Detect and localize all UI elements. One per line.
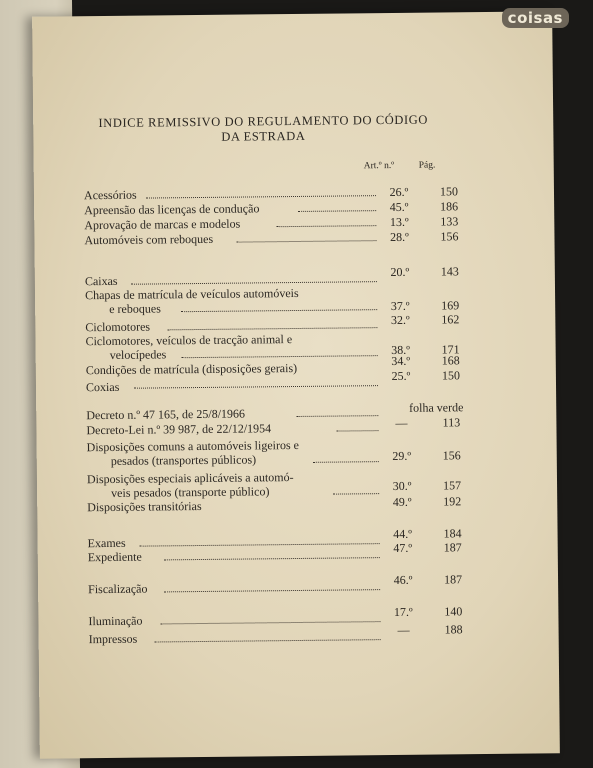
- entry-page: 168: [441, 353, 460, 368]
- entry-article: 26.º: [389, 184, 409, 200]
- entry-page: 192: [443, 494, 462, 509]
- watermark-logo: coisas: [502, 8, 569, 28]
- entry-article: 46.º: [393, 572, 413, 587]
- entry-article: 32.º: [390, 312, 410, 328]
- entry-label-line-2: pesados (transportes públicos): [110, 452, 257, 468]
- entry-page: 186: [440, 199, 459, 214]
- index-entry: [84, 229, 504, 247]
- entry-label: Condições de matrícula (disposições gerais): [85, 360, 298, 378]
- entry-label: Acessórios: [83, 187, 137, 203]
- title-line-2: DA ESTRADA: [221, 128, 306, 144]
- entry-label: Aprovação de marcas e modelos: [84, 216, 241, 233]
- entry-page: 187: [443, 540, 462, 555]
- entry-label-line-2: veis pesados (transporte público): [111, 484, 270, 500]
- entry-article: 47.º: [393, 540, 413, 555]
- entry-article: 34.º: [391, 353, 411, 368]
- page-title: [73, 112, 453, 146]
- entry-page: 156: [442, 448, 461, 463]
- entry-label: Impressos: [88, 631, 138, 647]
- entry-label-line-1: Ciclomotores, veículos de tracção animal e: [85, 332, 293, 349]
- entry-article: 49.º: [392, 494, 412, 509]
- entry-page: 133: [440, 214, 459, 229]
- entry-article: 28.º: [390, 229, 409, 245]
- entry-article: 29.º: [392, 448, 412, 463]
- entry-article: 17.º: [393, 604, 413, 619]
- entry-label: Decreto n.º 47 165, de 25/8/1966: [86, 406, 246, 423]
- index-entry: [88, 622, 509, 647]
- entry-folha-verde: folha verde: [409, 400, 464, 415]
- entry-article: 37.º: [390, 298, 410, 314]
- entry-page: 150: [439, 184, 459, 199]
- entry-label-line-1: Disposições especiais aplicáveis a automó-: [86, 470, 294, 487]
- index-entry: [88, 572, 508, 597]
- entry-page: 187: [443, 572, 463, 587]
- entry-article: 25.º: [391, 368, 411, 383]
- entry-label-line-1: Chapas de matrícula de veículos automóveis: [84, 285, 299, 303]
- index-entry: [87, 436, 507, 468]
- entry-article: —: [395, 415, 408, 430]
- entry-page: 143: [440, 264, 459, 279]
- entry-page: 140: [444, 604, 463, 619]
- entry-page: 169: [441, 298, 460, 313]
- entry-label: Disposições transitórias: [87, 498, 202, 515]
- entry-article: 38.º: [391, 342, 411, 358]
- entry-label-line-2: e reboques: [109, 301, 161, 316]
- book-page: [32, 11, 560, 758]
- entry-article: —: [397, 622, 410, 637]
- entry-article: 20.º: [390, 264, 410, 280]
- column-header-page: Pág.: [418, 160, 436, 171]
- entry-page: 162: [441, 312, 460, 327]
- title-line-1: INDICE REMISSIVO DO REGULAMENTO DO CÓDIGO: [98, 112, 429, 131]
- entry-label: Caixas: [84, 273, 118, 289]
- entry-label: Coxias: [85, 379, 120, 395]
- entry-page: 156: [440, 229, 459, 244]
- entry-page: 184: [443, 526, 462, 541]
- entry-page: 113: [442, 415, 461, 430]
- entry-label: Ciclomotores: [85, 319, 151, 335]
- index-entry: [85, 284, 505, 316]
- entry-article: 44.º: [393, 526, 412, 541]
- entry-label: Iluminação: [88, 613, 143, 629]
- entry-page: 157: [442, 478, 462, 493]
- entry-article: 30.º: [392, 478, 412, 493]
- column-header-article: Art.º n.º: [363, 160, 395, 172]
- entry-label: Decreto-Lei n.º 39 987, de 22/12/1954: [86, 421, 272, 438]
- entry-label-line-2: velocípedes: [109, 347, 167, 362]
- index-entry: [86, 415, 506, 438]
- entry-label: Expediente: [87, 549, 142, 565]
- entry-page: 188: [444, 622, 463, 637]
- index-entry: [87, 496, 507, 514]
- entry-label: Fiscalização: [88, 581, 148, 597]
- entry-article: 45.º: [389, 199, 409, 215]
- entry-label: Exames: [87, 535, 126, 551]
- entry-label-line-1: Disposições comuns a automóveis ligeiros e: [86, 437, 299, 455]
- entry-label: Automóveis com reboques: [84, 231, 214, 248]
- entry-article: 13.º: [389, 214, 409, 230]
- entry-label: Apreensão das licenças de condução: [84, 201, 260, 218]
- entry-page: 150: [441, 368, 460, 383]
- entry-page: 171: [441, 342, 460, 357]
